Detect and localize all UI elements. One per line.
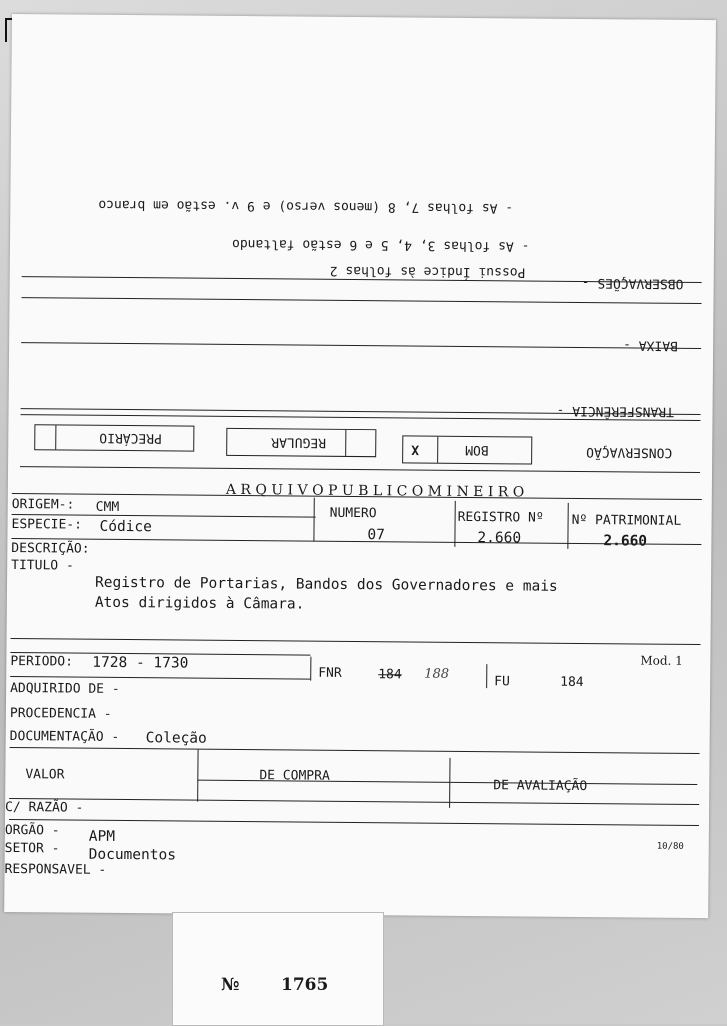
- precario-label: PRECÁRIO: [99, 429, 162, 446]
- origem-value: CMM: [95, 499, 120, 515]
- baixa-label: BAIXA -: [623, 337, 678, 353]
- titulo-line-1: Registro de Portarias, Bandos dos Governadores e mais: [94, 574, 558, 595]
- registro-value: 2.660: [477, 530, 522, 547]
- numero-label: NUMERO: [329, 505, 377, 522]
- option-bom: [402, 435, 532, 464]
- observation-line-1: Possui Índice às folhas 2: [329, 262, 526, 280]
- responsavel-label: RESPONSAVEL -: [4, 861, 107, 878]
- rule: [22, 297, 702, 304]
- option-precario: [34, 424, 194, 451]
- mod-label: Mod. 1: [640, 653, 683, 668]
- avaliacao-label: DE AVALIAÇÃO: [493, 778, 588, 795]
- bom-label: BOM: [465, 441, 489, 458]
- compra-label: DE COMPRA: [259, 768, 330, 784]
- regular-label: REGULAR: [271, 434, 327, 450]
- observations-label: OBSERVAÇÕES -: [581, 274, 684, 291]
- observation-line-2: - As folhas 3, 4, 5 e 6 estão faltando: [231, 235, 530, 254]
- documentacao-value: Coleção: [145, 730, 207, 747]
- rule: [11, 638, 701, 645]
- valor-label: VALOR: [25, 767, 65, 783]
- fu-label: FU: [494, 674, 510, 690]
- descricao-label: DESCRIÇÃO:: [11, 541, 90, 557]
- number-prefix: №: [221, 975, 240, 995]
- registro-label: REGISTRO Nº: [457, 509, 544, 526]
- razao-label: C/ RAZÃO -: [5, 799, 84, 816]
- cell-divider: [313, 498, 314, 542]
- titulo-label: TITULO -: [11, 558, 74, 574]
- form-code: 10/80: [656, 841, 684, 852]
- patrimonial-value: 2.660: [603, 533, 648, 550]
- numero-value: 07: [367, 527, 386, 544]
- patrimonial-label: Nº PATRIMONIAL: [571, 512, 682, 529]
- fnr-struck-value: 184: [378, 667, 402, 683]
- orgao-value: APM: [88, 828, 116, 845]
- option-regular: [226, 428, 376, 457]
- documentacao-label: DOCUMENTAÇÃO -: [9, 729, 120, 745]
- orgao-label: ORGÃO -: [4, 822, 60, 839]
- especie-value: Códice: [99, 518, 152, 536]
- periodo-value: 1728 - 1730: [92, 654, 189, 672]
- rule: [9, 798, 699, 805]
- rule: [9, 819, 699, 826]
- rule: [20, 466, 700, 473]
- fu-value: 184: [560, 674, 584, 691]
- titulo-line-2: Atos dirigidos à Câmara.: [94, 594, 305, 613]
- cell-divider: [486, 664, 487, 688]
- cell-divider: [454, 501, 455, 547]
- observation-line-3: - As folhas 7, 8 (menos verso) e 9 v. estão em branco: [98, 196, 514, 216]
- rule: [11, 538, 701, 545]
- rule: [10, 676, 310, 680]
- periodo-label: PERIODO:: [10, 654, 74, 670]
- cell-divider: [310, 657, 311, 681]
- catalog-card: [4, 14, 716, 918]
- bom-mark: X: [411, 441, 420, 457]
- rule: [21, 342, 701, 349]
- rule: [10, 747, 700, 754]
- adquirido-label: ADQUIRIDO DE -: [10, 681, 120, 697]
- procedencia-label: PROCEDENCIA -: [9, 706, 112, 722]
- fnr-handwritten-value: 188: [424, 666, 450, 682]
- especie-label: ESPECIE-:: [11, 517, 83, 533]
- conservacao-label: CONSERVAÇÃO: [586, 444, 673, 460]
- archive-header: A R Q U I V O P U B L I C O M I N E I R O: [225, 481, 525, 501]
- origem-label: ORIGEM-:: [11, 497, 75, 513]
- tag-number: 1765: [281, 975, 329, 995]
- setor-label: SETOR -: [4, 840, 60, 857]
- cell-divider: [197, 750, 198, 802]
- setor-value: Documentos: [88, 846, 177, 864]
- transferencia-label: TRANSFERÊNCIA -: [556, 402, 675, 419]
- fnr-label: FNR: [318, 665, 342, 681]
- number-tag: [172, 912, 384, 1026]
